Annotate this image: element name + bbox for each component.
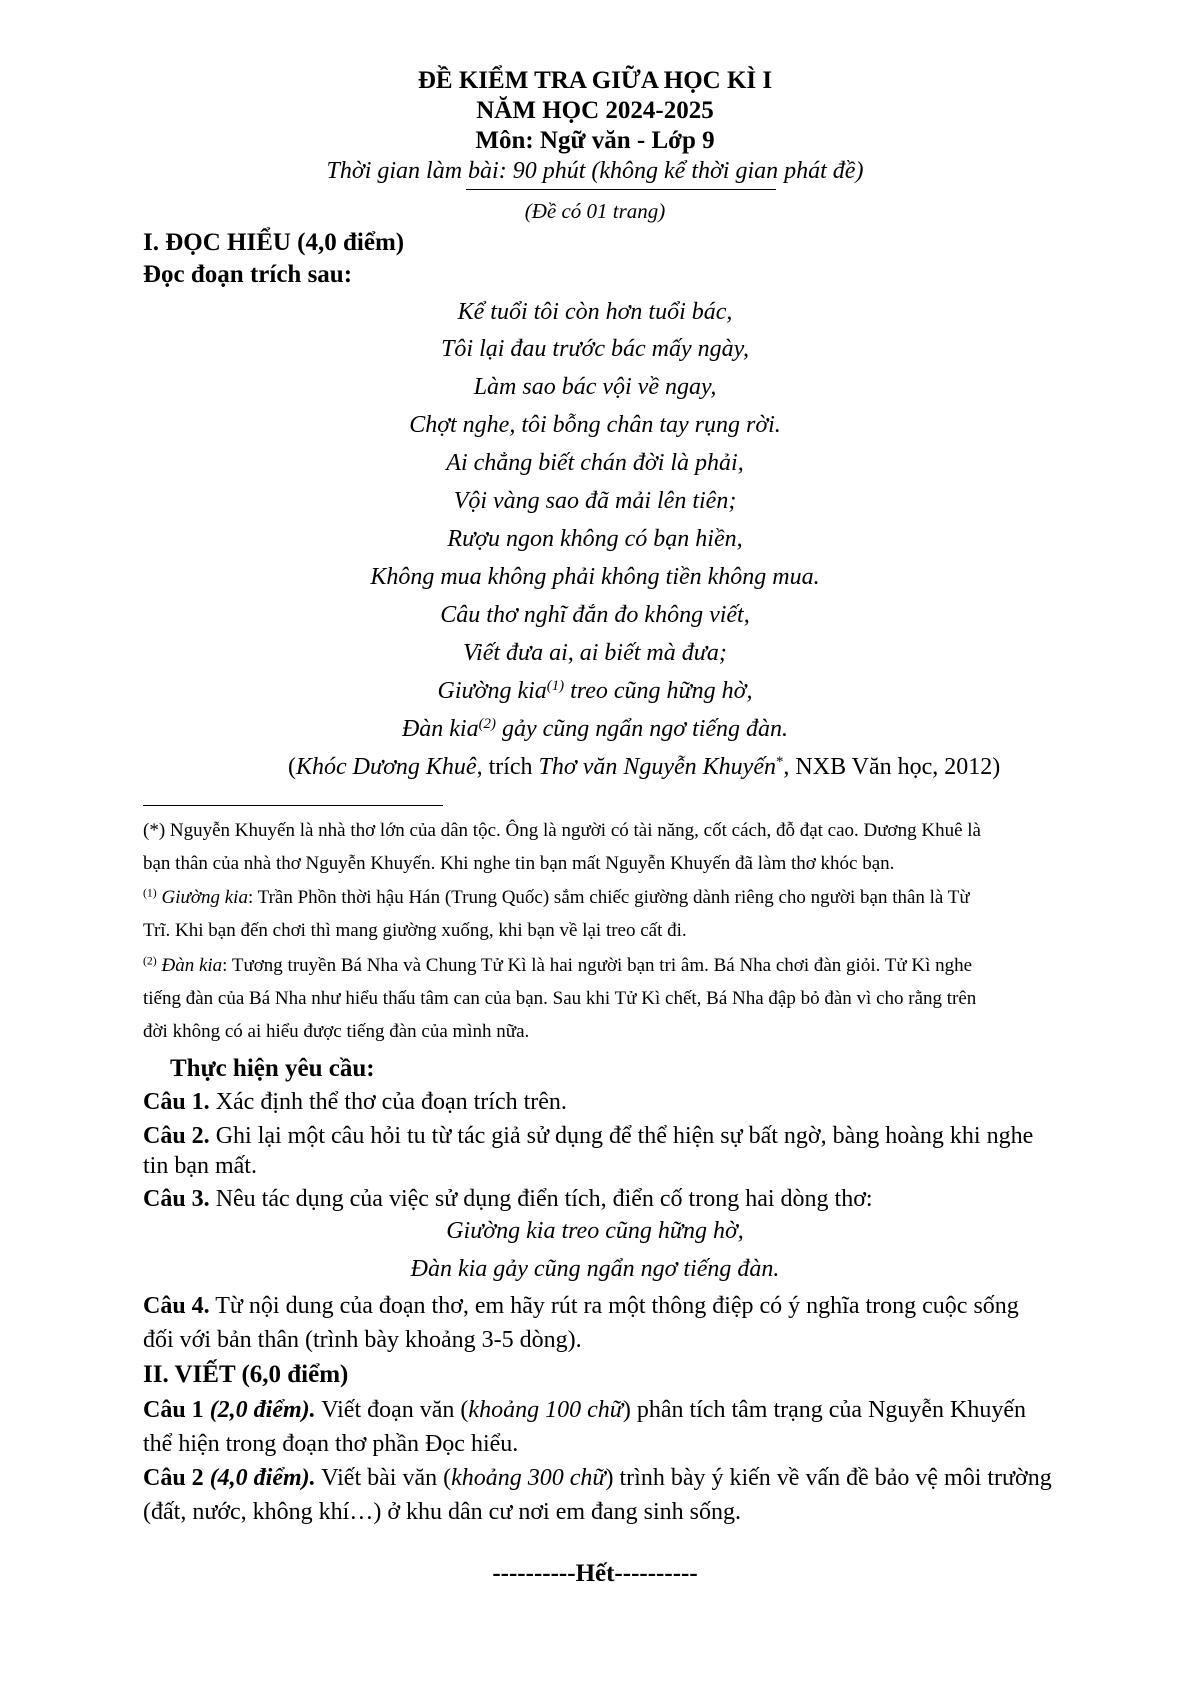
section-reading-heading: I. ĐỌC HIỂU (4,0 điểm) — [143, 229, 405, 256]
writing-question-2: Câu 2 (4,0 điểm). Viết bài văn (khoảng 300 chữ) trình bày ý kiến về vấn đề bảo vệ môi trường — [143, 1465, 1052, 1491]
footnote-1: $^{(1)}$ Giường kia: Trần Phồn thời hậu Hán (Trung Quốc) sắm chiếc giường dành riêng cho người bạn thân là Từ — [143, 886, 970, 908]
subject-line: Môn: Ngữ văn - Lớp 9 — [475, 127, 715, 154]
section-writing-heading: II. VIẾT (6,0 điểm) — [143, 1361, 349, 1388]
reading-intro: Đọc đoạn trích sau: — [143, 261, 353, 288]
footnote-2-cont: tiếng đàn của Bá Nha như hiểu thấu tâm can của bạn. Sau khi Tử Kì chết, Bá Nha đập bỏ đàn vì cho rằng trên — [143, 988, 977, 1009]
footnote-separator — [143, 805, 443, 806]
question-4: Câu 4. Từ nội dung của đoạn thơ, em hãy rút ra một thông điệp có ý nghĩa trong cuộc sống — [143, 1293, 1019, 1319]
poem-line: Giường kia$^{(1)}$ treo cũng hững hờ, — [437, 677, 753, 704]
exam-title: ĐỀ KIỂM TRA GIỮA HỌC KÌ I — [417, 67, 773, 94]
question-3: Câu 3. Nêu tác dụng của việc sử dụng điển tích, điển cố trong hai dòng thơ: — [143, 1186, 873, 1212]
question-1: Câu 1. Xác định thể thơ của đoạn trích trên. — [143, 1089, 567, 1115]
footnote-ref: (2) — [478, 715, 496, 732]
footnote-ref: (1) — [546, 677, 565, 694]
end-marker: ----------Hết---------- — [492, 1560, 698, 1587]
question-2-cont: tin bạn mất. — [143, 1153, 257, 1179]
question-2: Câu 2. Ghi lại một câu hỏi tu từ tác giả sử dụng để thể hiện sự bất ngờ, bàng hoàng khi nghe — [143, 1123, 1034, 1149]
poem-line: Tôi lại đau trước bác mấy ngày, — [441, 336, 749, 362]
school-year: NĂM HỌC 2024-2025 — [476, 97, 714, 124]
poem-line: Không mua không phải không tiền không mua. — [370, 564, 820, 590]
poem-line: Vội vàng sao đã mải lên tiên; — [453, 488, 737, 514]
writing-question-1: Câu 1 (2,0 điểm). Viết đoạn văn (khoảng 100 chữ) phân tích tâm trạng của Nguyễn Khuyến — [143, 1397, 1027, 1423]
poem-line: Ai chẳng biết chán đời là phải, — [446, 450, 744, 476]
question-4-cont: đối với bản thân (trình bày khoảng 3-5 dòng). — [143, 1327, 582, 1353]
poem-line: Đàn kia$^{(2)}$ gảy cũng ngẩn ngơ tiếng đàn. — [401, 715, 789, 742]
poem-line: Rượu ngon không có bạn hiền, — [447, 526, 743, 552]
poem-source: (Khóc Dương Khuê, trích Thơ văn Nguyễn Khuyến*, NXB Văn học, 2012) — [288, 753, 1001, 780]
poem-line: Câu thơ nghĩ đắn đo không viết, — [440, 602, 750, 628]
page-count-note: (Đề có 01 trang) — [524, 199, 666, 223]
footnote-2: $^{(2)}$ Đàn kia: Tương truyền Bá Nha và Chung Tử Kì là hai người bạn tri âm. Bá Nha chơi đàn giỏi. Tử Kì nghe — [143, 954, 973, 976]
question-3-poem-line: Giường kia treo cũng hững hờ, — [446, 1218, 744, 1244]
question-3-poem-line: Đàn kia gảy cũng ngẩn ngơ tiếng đàn. — [410, 1256, 780, 1282]
poem-line: Viết đưa ai, ai biết mà đưa; — [463, 640, 727, 666]
poem-line: Kể tuổi tôi còn hơn tuổi bác, — [457, 299, 733, 325]
writing-question-2-cont: (đất, nước, không khí…) ở khu dân cư nơi em đang sinh sống. — [143, 1499, 742, 1525]
footnote-author: (*) Nguyễn Khuyến là nhà thơ lớn của dân tộc. Ông là người có tài năng, cốt cách, đỗ đạt cao. Dương Khuê là — [143, 820, 981, 841]
poem-line: Chợt nghe, tôi bỗng chân tay rụng rời. — [409, 412, 781, 438]
tasks-heading: Thực hiện yêu cầu: — [170, 1055, 375, 1082]
writing-question-1-cont: thể hiện trong đoạn thơ phần Đọc hiểu. — [143, 1431, 519, 1457]
footnote-1-cont: Trĩ. Khi bạn đến chơi thì mang giường xuống, khi bạn về lại treo cất đi. — [143, 920, 687, 941]
poem-line: Làm sao bác vội về ngay, — [473, 374, 717, 400]
time-limit: Thời gian làm bài: 90 phút (không kể thời gian phát đề) — [326, 158, 864, 184]
footnote-author-cont: bạn thân của nhà thơ Nguyễn Khuyến. Khi nghe tin bạn mất Nguyễn Khuyến đã làm thơ khóc bạn. — [143, 853, 895, 874]
header-underline — [466, 189, 776, 190]
footnote-2-cont: đời không có ai hiểu được tiếng đàn của mình nữa. — [143, 1021, 530, 1042]
